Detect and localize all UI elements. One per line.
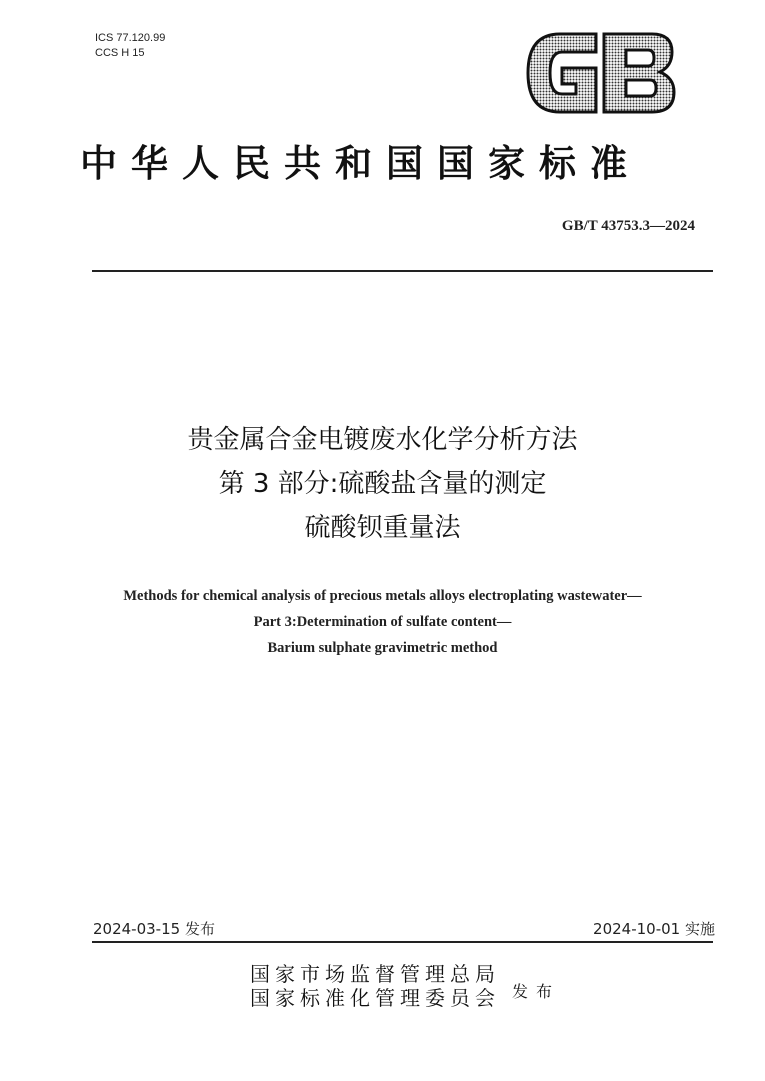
issuer-sac: 国家标准化管理委员会 [250,986,500,1010]
english-title-line3: Barium sulphate gravimetric method [267,640,498,656]
english-title [0,583,765,661]
gb-logo [524,30,676,116]
chinese-title-line1: 贵金属合金电镀废水化学分析方法 [187,425,578,455]
implementation-date: 2024-10-01 实施 [593,920,715,938]
chinese-title-line3: 硫酸钡重量法 [304,513,461,543]
english-title-line2: Part 3:Determination of sulfate content— [253,614,512,630]
issuing-authorities [250,962,500,1010]
ccs-code: CCS H 15 [95,47,145,59]
classification-codes [95,31,165,61]
chinese-title-line2: 第 3 部分:硫酸盐含量的测定 [218,469,547,499]
chinese-title [0,418,765,550]
issuer-samr: 国家市场监督管理总局 [250,962,500,986]
english-title-line1: Methods for chemical analysis of precious metals alloys electroplating wastewater— [123,588,642,604]
issue-date: 2024-03-15 发布 [93,920,215,938]
national-standard-title: 中华人民共和国国家标准 [80,141,641,185]
publish-label: 发布 [512,982,561,1001]
standard-number: GB/T 43753.3—2024 [561,218,695,234]
bottom-divider [92,941,713,943]
top-divider [92,270,713,272]
ics-code: ICS 77.120.99 [95,32,166,44]
